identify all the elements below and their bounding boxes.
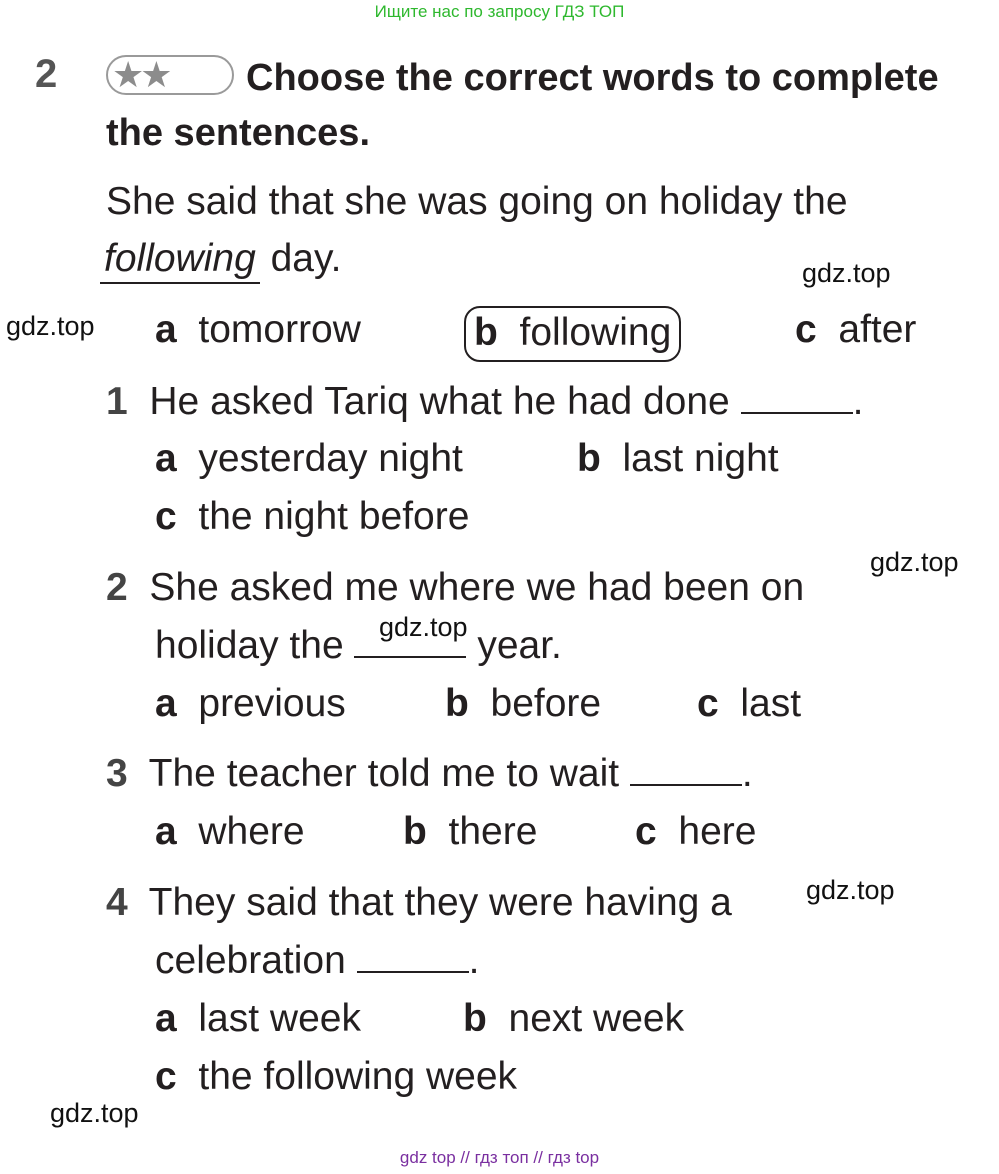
example-option-b-circled xyxy=(464,306,681,362)
option-letter: b xyxy=(474,311,498,354)
answer-blank[interactable] xyxy=(357,943,469,973)
watermark: gdz.top xyxy=(379,612,468,642)
q1-option-a xyxy=(155,437,463,481)
question-1 xyxy=(106,380,863,424)
option-letter: a xyxy=(155,997,177,1040)
exercise-number: 2 xyxy=(35,52,58,96)
option-text: previous xyxy=(198,682,346,725)
option-text: the night before xyxy=(198,495,470,538)
option-text: there xyxy=(448,810,538,853)
option-letter: b xyxy=(463,997,487,1040)
q2-option-a xyxy=(155,682,346,726)
top-search-note: Ищите нас по запросу ГДЗ ТОП xyxy=(374,2,625,21)
difficulty-stars-icon: ★★ xyxy=(106,55,234,95)
option-letter: c xyxy=(155,495,177,538)
q1-option-b xyxy=(577,437,779,481)
question-text: They said that they were having a xyxy=(148,881,732,924)
question-number: 4 xyxy=(106,881,128,924)
option-letter: b xyxy=(445,682,469,725)
q4-option-a xyxy=(155,997,361,1041)
option-text: following xyxy=(519,311,672,354)
example-sentence-end: day. xyxy=(259,237,342,280)
question-text: holiday the xyxy=(155,624,355,667)
option-text: last week xyxy=(198,997,361,1040)
option-text: last night xyxy=(622,437,779,480)
q4-option-c xyxy=(155,1055,517,1099)
option-letter: a xyxy=(155,308,177,351)
example-sentence-line1: She said that she was going on holiday the xyxy=(106,180,848,223)
option-text: last xyxy=(740,682,802,725)
question-2-line2 xyxy=(155,624,562,668)
example-answer-word: following xyxy=(100,236,260,284)
question-text-end: . xyxy=(468,939,480,982)
option-letter: a xyxy=(155,437,177,480)
exercise-title-line1: Choose the correct words to complete xyxy=(246,57,939,99)
option-letter: b xyxy=(403,810,427,853)
question-text-end: . xyxy=(741,752,753,795)
watermark: gdz.top xyxy=(50,1098,139,1128)
option-text: yesterday night xyxy=(198,437,463,480)
question-text: The teacher told me to wait xyxy=(148,752,630,795)
option-text: after xyxy=(838,308,917,351)
question-4-line1 xyxy=(106,881,732,925)
option-text: here xyxy=(678,810,757,853)
footer-watermark: gdz top // гдз топ // гдз top xyxy=(399,1148,600,1167)
option-letter: c xyxy=(697,682,719,725)
q2-option-b xyxy=(445,682,601,726)
answer-blank[interactable] xyxy=(630,756,742,786)
q3-option-b xyxy=(403,810,537,854)
option-letter: a xyxy=(155,682,177,725)
question-3 xyxy=(106,752,753,796)
option-text: where xyxy=(198,810,305,853)
watermark: gdz.top xyxy=(806,875,895,905)
example-sentence-line2 xyxy=(100,236,341,284)
q3-option-c xyxy=(635,810,756,854)
watermark: gdz.top xyxy=(870,547,959,577)
watermark: gdz.top xyxy=(802,258,891,288)
option-letter: c xyxy=(635,810,657,853)
question-number: 3 xyxy=(106,752,128,795)
q2-option-c xyxy=(697,682,801,726)
option-text: the following week xyxy=(198,1055,518,1098)
q1-option-c xyxy=(155,495,469,539)
option-letter: a xyxy=(155,810,177,853)
exercise-title-line2: the sentences. xyxy=(106,112,370,154)
q4-option-b xyxy=(463,997,684,1041)
answer-blank[interactable] xyxy=(741,384,853,414)
example-option-a xyxy=(155,308,361,352)
watermark: gdz.top xyxy=(6,311,95,341)
option-letter: c xyxy=(155,1055,177,1098)
question-4-line2 xyxy=(155,939,479,983)
question-number: 2 xyxy=(106,566,128,609)
q3-option-a xyxy=(155,810,305,854)
question-2-line1 xyxy=(106,566,804,610)
option-text: tomorrow xyxy=(198,308,361,351)
option-text: before xyxy=(490,682,602,725)
question-text: celebration xyxy=(155,939,357,982)
option-text: next week xyxy=(508,997,685,1040)
example-option-c xyxy=(795,308,916,352)
question-text: She asked me where we had been on xyxy=(149,566,805,609)
question-text-end: year. xyxy=(466,624,562,667)
question-number: 1 xyxy=(106,380,128,423)
option-letter: c xyxy=(795,308,817,351)
option-letter: b xyxy=(577,437,601,480)
question-text-end: . xyxy=(852,380,864,423)
question-text: He asked Tariq what he had done xyxy=(149,380,741,423)
